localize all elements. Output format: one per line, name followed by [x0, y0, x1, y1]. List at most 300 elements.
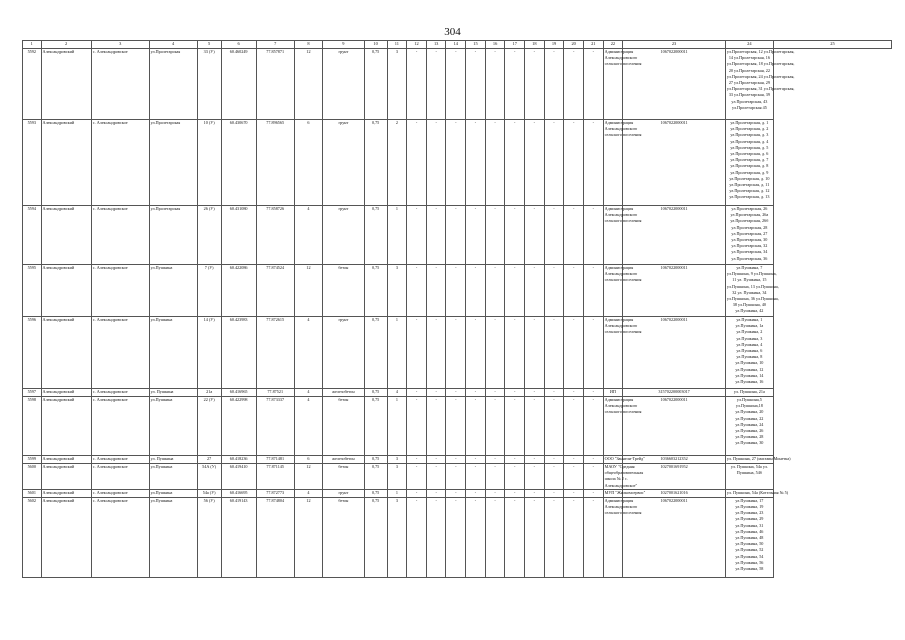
- empty-cell: -: [485, 497, 505, 577]
- served-address-line: ул.Пролетарская, 32: [731, 243, 768, 249]
- served-address-line: ул.Пролетарская, д. 9: [730, 169, 769, 175]
- empty-cell: -: [583, 397, 603, 456]
- column-number: 1: [23, 41, 42, 49]
- empty-cell: -: [525, 265, 545, 317]
- container-count: 6: [294, 120, 322, 206]
- empty-cell: -: [583, 49, 603, 120]
- settlement-name: с. Александровское: [91, 120, 149, 206]
- registry-table-container: [22, 40, 892, 578]
- owner-line: ИП: [609, 389, 616, 394]
- owner-line: сельского поселения: [604, 510, 642, 516]
- served-address-line: ул.Пушкина, 31: [735, 522, 764, 528]
- empty-cell: -: [525, 464, 545, 490]
- empty-cell: -: [407, 206, 427, 265]
- served-address-line: ул.Пролетарская, д. 7: [730, 157, 769, 163]
- longitude: 77.874524: [256, 265, 294, 317]
- served-addresses: [725, 120, 773, 206]
- longitude: 77.858726: [256, 206, 294, 265]
- area-value: 0,75: [364, 456, 387, 464]
- table-row: [23, 317, 892, 389]
- served-address-line: ул.Пролетарская, 36: [731, 255, 768, 261]
- empty-cell: -: [525, 497, 545, 577]
- column-number: 22: [603, 41, 623, 49]
- empty-cell: -: [485, 456, 505, 464]
- settlement-name: с. Александровское: [91, 265, 149, 317]
- empty-cell: -: [485, 389, 505, 397]
- empty-cell: -: [466, 489, 486, 497]
- table-row: [23, 389, 892, 397]
- column-number: 24: [725, 41, 773, 49]
- empty-cell: -: [466, 389, 486, 397]
- area-value: 0,75: [364, 464, 387, 490]
- table-row: [23, 489, 892, 497]
- empty-cell: -: [426, 265, 446, 317]
- empty-cell: -: [485, 49, 505, 120]
- capacity-value: 3: [387, 265, 407, 317]
- empty-cell: -: [446, 206, 466, 265]
- served-address-line: ул.Пушкина, 46: [735, 528, 764, 534]
- served-address-line: ул.Пушкина, 3: [736, 335, 763, 341]
- owner-line: сельского поселения: [604, 132, 642, 138]
- longitude: 77.871481: [256, 456, 294, 464]
- street-name: ул.Пушкина: [149, 489, 197, 497]
- served-address-line: ул.Пушкина, 14: [735, 372, 764, 378]
- served-address-line: ул.Пушкина,5: [736, 397, 762, 402]
- owner-line: Администрация: [604, 317, 634, 322]
- column-number: 16: [485, 41, 505, 49]
- street-name: ул.Пушкина: [149, 317, 197, 389]
- latitude: 60.430670: [221, 120, 256, 206]
- served-address-line: ул.Пролетарская, д. 2: [730, 126, 769, 132]
- house-number: 10 (У): [197, 120, 221, 206]
- ogrn-number: 1027001621016: [623, 489, 726, 497]
- area-value: 0,75: [364, 49, 387, 120]
- served-address-line: ул.Пушкина, 26: [735, 428, 764, 434]
- owner-name: [603, 206, 642, 265]
- served-address-line: ул.Пролетарская, д. 6: [730, 151, 769, 157]
- served-addresses: [725, 456, 791, 464]
- empty-cell: -: [407, 389, 427, 397]
- empty-cell: -: [564, 49, 584, 120]
- house-number: 21а: [197, 389, 221, 397]
- street-name: ул.Пушкина: [149, 397, 197, 456]
- served-address-line: ул.Пролетарская, 26б: [730, 218, 769, 224]
- empty-cell: -: [446, 497, 466, 577]
- house-number: 7 (У): [197, 265, 221, 317]
- served-address-line: ул.Пушкина, 1а: [735, 323, 764, 329]
- record-number: 5592: [23, 49, 42, 120]
- empty-cell: -: [466, 206, 486, 265]
- owner-line: Александровского: [604, 403, 638, 409]
- capacity-value: 1: [387, 397, 407, 456]
- owner-name: [603, 497, 642, 577]
- settlement-name: с. Александровское: [91, 489, 149, 497]
- longitude: 77.896565: [256, 120, 294, 206]
- column-number: 20: [564, 41, 584, 49]
- served-address-line: ул.Пролетарская, 24 ул.Пролетарская,: [726, 73, 795, 79]
- capacity-value: 1: [387, 317, 407, 389]
- empty-cell: -: [407, 397, 427, 456]
- surface-type: железобетон: [323, 456, 364, 464]
- capacity-value: 1: [387, 206, 407, 265]
- owner-line: Александровского: [604, 55, 638, 61]
- surface-type: грунт: [323, 489, 364, 497]
- served-address-line: ул.Пролетарская, д. 8: [730, 163, 769, 169]
- served-address-line: ул.Пушкина, 16: [735, 379, 764, 385]
- container-count: 12: [294, 497, 322, 577]
- owner-line: Александровского: [604, 271, 638, 277]
- container-count: 4: [294, 206, 322, 265]
- empty-cell: -: [466, 497, 486, 577]
- served-address-line: ул.Пролетарская, 18 ул.Пролетарская,: [726, 61, 795, 67]
- served-address-line: 38 ул.Пушкина, 40: [732, 302, 767, 308]
- empty-cell: -: [564, 206, 584, 265]
- settlement-name: с. Александровское: [91, 456, 149, 464]
- latitude: 60.460249: [221, 49, 256, 120]
- empty-cell: -: [525, 206, 545, 265]
- served-address-line: ул.Пушкина, 19: [735, 504, 764, 510]
- empty-cell: -: [544, 120, 564, 206]
- district-name: Александровский: [41, 206, 91, 265]
- empty-cell: -: [505, 389, 525, 397]
- empty-cell: -: [544, 464, 564, 490]
- served-address-line: 33 ул.Пролетарская, 39: [728, 92, 770, 98]
- latitude: 60.416695: [221, 489, 256, 497]
- served-address-line: ул.Пролетарская, 34: [731, 249, 768, 255]
- table-row: [23, 456, 892, 464]
- served-addresses: [725, 497, 773, 577]
- served-address-line: ул.Пушкина, 2: [736, 329, 763, 335]
- column-number: 10: [364, 41, 387, 49]
- street-name: ул.Пролетарская: [149, 49, 197, 120]
- longitude: 77.871145: [256, 464, 294, 490]
- container-count: 12: [294, 265, 322, 317]
- column-number: 3: [91, 41, 149, 49]
- served-address-line: ул.Пушкина, 54: [735, 553, 764, 559]
- district-name: Александровский: [41, 397, 91, 456]
- empty-cell: -: [505, 489, 525, 497]
- latitude: 60.431080: [221, 206, 256, 265]
- empty-cell: -: [466, 397, 486, 456]
- empty-cell: -: [505, 497, 525, 577]
- settlement-name: с. Александровское: [91, 397, 149, 456]
- empty-cell: -: [466, 317, 486, 389]
- served-address-line: ул.Пролетарская, 26: [731, 206, 768, 211]
- served-address-line: ул.Пушкина, 13 ул.Пушкина,: [726, 283, 779, 289]
- owner-line: Александровского: [604, 323, 638, 329]
- container-count: 6: [294, 456, 322, 464]
- empty-cell: -: [564, 456, 584, 464]
- owner-line: Александровского: [604, 126, 638, 132]
- empty-cell: -: [407, 265, 427, 317]
- longitude: 77.874804: [256, 497, 294, 577]
- capacity-value: 3: [387, 49, 407, 120]
- street-name: ул.Пушкина: [149, 265, 197, 317]
- empty-cell: -: [485, 464, 505, 490]
- empty-cell: -: [544, 389, 564, 397]
- latitude: 60.423983: [221, 317, 256, 389]
- column-number: 8: [294, 41, 322, 49]
- served-address-line: ул.Пушкина, 12: [735, 366, 764, 372]
- column-number: 25: [773, 41, 891, 49]
- surface-type: железобетон: [323, 389, 364, 397]
- area-value: 0,75: [364, 120, 387, 206]
- owner-line: Администрация: [604, 397, 634, 402]
- empty-cell: -: [583, 206, 603, 265]
- latitude: 60.422086: [221, 265, 256, 317]
- capacity-value: 4: [387, 389, 407, 397]
- served-address-line: ул.Пролетарская, д. 5: [730, 144, 769, 150]
- capacity-value: 1: [387, 489, 407, 497]
- empty-cell: -: [485, 397, 505, 456]
- page-number: 304: [444, 26, 461, 38]
- served-address-line: ул.Пушкина, 17: [735, 497, 764, 503]
- empty-cell: -: [485, 120, 505, 206]
- settlement-name: с. Александровское: [91, 317, 149, 389]
- empty-cell: -: [446, 456, 466, 464]
- column-number: 2: [41, 41, 91, 49]
- column-number: 11: [387, 41, 407, 49]
- empty-cell: -: [466, 265, 486, 317]
- served-address-line: ул.Пушкина, 23: [735, 510, 764, 516]
- district-name: Александровский: [41, 489, 91, 497]
- area-value: 0,75: [364, 497, 387, 577]
- served-address-line: ул.Пушкина, 56: [735, 559, 764, 565]
- ogrn-number: 315702200003017: [623, 389, 726, 397]
- empty-cell: -: [505, 265, 525, 317]
- empty-cell: -: [583, 317, 603, 389]
- street-name: ул. Пушкина: [149, 389, 197, 397]
- served-address-line: ул.Пролетарская, д. 3: [730, 132, 769, 138]
- served-address-line: 32 ул. Пушкина, 34: [732, 289, 767, 295]
- owner-line: Администрация: [604, 120, 634, 125]
- record-number: 5597: [23, 389, 42, 397]
- table-row: [23, 265, 892, 317]
- served-address-line: ул.Пушкина, 6: [736, 348, 763, 354]
- district-name: Александровский: [41, 389, 91, 397]
- record-number: 5599: [23, 456, 42, 464]
- empty-cell: -: [407, 49, 427, 120]
- served-address-line: ул.Пушкина, 24: [735, 421, 764, 427]
- column-number: 12: [407, 41, 427, 49]
- empty-cell: -: [407, 489, 427, 497]
- owner-name: [603, 456, 645, 464]
- latitude: 60.419410: [221, 464, 256, 490]
- served-address-line: ул.Пролетарская, 43: [731, 98, 768, 104]
- served-addresses: [725, 464, 773, 490]
- empty-cell: -: [485, 489, 505, 497]
- empty-cell: -: [426, 464, 446, 490]
- table-row: [23, 206, 892, 265]
- served-address-line: 11 ул. Пушкина, 15: [732, 277, 767, 283]
- served-addresses: [725, 389, 773, 397]
- street-name: ул. Пушкина: [149, 456, 197, 464]
- registry-table: [22, 40, 892, 578]
- owner-line: общеобразовательная: [604, 470, 644, 476]
- district-name: Александровский: [41, 497, 91, 577]
- empty-cell: -: [564, 120, 584, 206]
- served-addresses: [725, 397, 773, 456]
- longitude: 77.857871: [256, 49, 294, 120]
- owner-name: [603, 49, 642, 120]
- served-address-line: 27 ул.Пролетарская, 29: [728, 80, 770, 86]
- house-number: 22 (У): [197, 397, 221, 456]
- empty-cell: -: [544, 49, 564, 120]
- owner-line: сельского поселения: [604, 277, 642, 283]
- surface-type: бетон: [323, 397, 364, 456]
- capacity-value: 2: [387, 120, 407, 206]
- settlement-name: с. Александровское: [91, 49, 149, 120]
- empty-cell: -: [505, 206, 525, 265]
- house-number: 33 (У): [197, 49, 221, 120]
- empty-cell: -: [446, 120, 466, 206]
- column-number: 6: [221, 41, 256, 49]
- served-address-line: ул. Пушкина, 27 (магазин Монетка): [726, 456, 791, 461]
- empty-cell: -: [544, 317, 564, 389]
- empty-cell: -: [564, 497, 584, 577]
- area-value: 0,75: [364, 206, 387, 265]
- empty-cell: -: [426, 456, 446, 464]
- served-address-line: ул. Пушкина, 54а (Котельная № 5): [726, 489, 789, 495]
- owner-line: сельского поселения: [604, 329, 642, 335]
- container-count: 12: [294, 464, 322, 490]
- served-address-line: ул.Пушкина, 29: [735, 516, 764, 522]
- served-address-line: ул.Пушкина, 22: [735, 415, 764, 421]
- surface-type: бетон: [323, 497, 364, 577]
- empty-cell: -: [564, 397, 584, 456]
- latitude: 60.422998: [221, 397, 256, 456]
- column-number: 9: [323, 41, 364, 49]
- container-count: 4: [294, 489, 322, 497]
- house-number: 56 (У): [197, 497, 221, 577]
- ogrn-number: 1067022000011: [623, 206, 726, 265]
- ogrn-number: 1067022000011: [623, 317, 726, 389]
- empty-cell: -: [525, 120, 545, 206]
- column-number: 19: [544, 41, 564, 49]
- house-number: 14 (У): [197, 317, 221, 389]
- street-name: ул.Пролетарская: [149, 120, 197, 206]
- empty-cell: -: [407, 497, 427, 577]
- empty-cell: -: [544, 489, 564, 497]
- record-number: 5593: [23, 120, 42, 206]
- owner-line: сельского поселения: [604, 218, 642, 224]
- district-name: Александровский: [41, 456, 91, 464]
- empty-cell: -: [583, 456, 603, 464]
- served-address-line: ул.Пролетарская, 12 ул.Пролетарская,: [726, 49, 795, 54]
- served-address-line: 14 ул.Пролетарская, 16: [728, 55, 770, 61]
- empty-cell: -: [446, 317, 466, 389]
- table-row: [23, 120, 892, 206]
- empty-cell: -: [407, 464, 427, 490]
- empty-cell: -: [583, 464, 603, 490]
- longitude: 77.87521: [256, 389, 294, 397]
- owner-line: МАОУ "Средняя: [604, 464, 635, 469]
- area-value: 0,75: [364, 489, 387, 497]
- served-addresses: [725, 265, 779, 317]
- street-name: ул.Пролетарская: [149, 206, 197, 265]
- served-address-line: ул. Пушкина, 21а: [733, 389, 765, 394]
- street-name: ул.Пушкина: [149, 497, 197, 577]
- surface-type: бетон: [323, 464, 364, 490]
- empty-cell: -: [564, 464, 584, 490]
- empty-cell: -: [544, 456, 564, 464]
- served-address-line: ул.Пролетарская, 26а: [730, 212, 769, 218]
- empty-cell: -: [446, 397, 466, 456]
- table-row: [23, 464, 892, 490]
- owner-name: [603, 389, 623, 397]
- served-address-line: ул.Пушкина, 7: [736, 265, 763, 270]
- district-name: Александровский: [41, 265, 91, 317]
- served-address-line: ул.Пролетарская, 27: [731, 230, 768, 236]
- served-address-line: ул.Пушкина, 1: [736, 317, 763, 322]
- ogrn-number: 1067022000011: [623, 120, 726, 206]
- served-address-line: ул.Пролетарская, д. 1: [730, 120, 769, 125]
- owner-name: [603, 317, 642, 389]
- column-number: 14: [446, 41, 466, 49]
- empty-cell: -: [583, 389, 603, 397]
- served-address-line: ул.Пролетарская, д. 13: [729, 194, 770, 200]
- owner-line: ООО "Заннели-Трейд": [604, 456, 645, 461]
- district-name: Александровский: [41, 464, 91, 490]
- empty-cell: -: [485, 317, 505, 389]
- owner-line: МУП "Жилкомсервис": [604, 489, 646, 495]
- empty-cell: -: [583, 265, 603, 317]
- served-address-line: ул.Пушкина, 30: [735, 440, 764, 446]
- empty-cell: -: [426, 489, 446, 497]
- street-name: ул.Пушкина: [149, 464, 197, 490]
- column-number: 18: [525, 41, 545, 49]
- record-number: 5598: [23, 397, 42, 456]
- served-address-line: ул.Пушкина, 4: [736, 341, 763, 347]
- record-number: 5594: [23, 206, 42, 265]
- owner-name: [603, 397, 642, 456]
- ogrn-number: 1067022000011: [623, 497, 726, 577]
- empty-cell: -: [446, 265, 466, 317]
- area-value: 0,75: [364, 265, 387, 317]
- served-address-line: ул.Пушкина, 9 ул.Пушкина,: [726, 271, 777, 277]
- ogrn-number: 1036603212352: [623, 456, 726, 464]
- served-address-line: ул.Пушкина, 10: [735, 360, 764, 366]
- served-addresses: [725, 489, 789, 497]
- latitude: 60.419143: [221, 497, 256, 577]
- empty-cell: -: [466, 49, 486, 120]
- district-name: Александровский: [41, 317, 91, 389]
- served-address-line: ул.Пушкина, 52: [735, 547, 764, 553]
- owner-name: [603, 265, 642, 317]
- empty-cell: -: [466, 120, 486, 206]
- empty-cell: -: [544, 206, 564, 265]
- empty-cell: -: [544, 397, 564, 456]
- empty-cell: -: [407, 317, 427, 389]
- settlement-name: с. Александровское: [91, 497, 149, 577]
- record-number: 5596: [23, 317, 42, 389]
- capacity-value: 3: [387, 456, 407, 464]
- longitude: 77.873337: [256, 397, 294, 456]
- surface-type: бетон: [323, 265, 364, 317]
- column-number: 17: [505, 41, 525, 49]
- column-number: 7: [256, 41, 294, 49]
- served-address-line: ул.Пушкина, 42: [735, 308, 764, 314]
- empty-cell: -: [525, 317, 545, 389]
- owner-line: Администрация: [604, 49, 634, 54]
- owner-name: [603, 464, 644, 490]
- served-address-line: ул.Пушкина,18: [735, 403, 763, 409]
- container-count: 12: [294, 49, 322, 120]
- empty-cell: -: [466, 464, 486, 490]
- served-address-line: ул.Пушкина, 36 ул.Пушкина,: [726, 296, 779, 302]
- container-count: 4: [294, 317, 322, 389]
- capacity-value: 3: [387, 464, 407, 490]
